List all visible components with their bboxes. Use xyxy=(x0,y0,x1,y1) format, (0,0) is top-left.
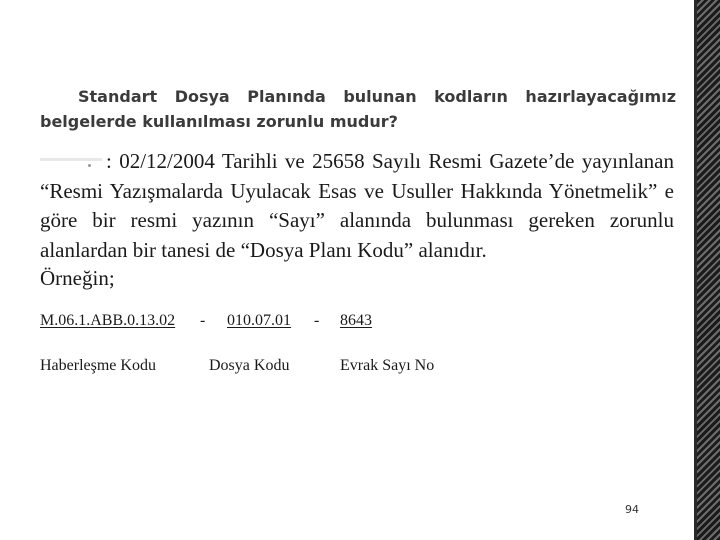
question-line-2: belgelerde kullanılması zorunlu mudur? xyxy=(40,112,398,131)
legend-file-code: Dosya Kodu xyxy=(209,357,290,374)
code-separator-2: - xyxy=(314,312,320,329)
obscured-label-mark xyxy=(40,152,106,170)
code-document-number: 8643 xyxy=(340,312,372,329)
decorative-stripe xyxy=(697,0,720,540)
answer-paragraph xyxy=(40,147,674,265)
example-label: Örneğin; xyxy=(40,266,115,290)
legend-document-number: Evrak Sayı No xyxy=(340,357,435,374)
code-separator-1: - xyxy=(200,312,206,329)
question-line-1: Standart Dosya Planında bulunan kodların hazırlayacağımız xyxy=(78,87,676,106)
page-number: 94 xyxy=(625,503,639,516)
code-communication: M.06.1.ABB.0.13.02 xyxy=(40,312,176,329)
answer-text: : 02/12/2004 Tarihli ve 25658 Sayılı Resmi Gazete’de yayınlanan “Resmi Yazışmalarda Uyulacak Esas ve Usuller Hakkında Yönetmelik” e göre bir resmi yazının “Sayı” alanında bulunması gereken zorunlu alanlardan bir tanesi de “Dosya Planı Kodu” alanıdır. xyxy=(40,149,674,262)
code-file: 010.07.01 xyxy=(227,312,291,329)
legend-communication-code: Haberleşme Kodu xyxy=(40,357,156,374)
question-heading xyxy=(40,84,676,134)
